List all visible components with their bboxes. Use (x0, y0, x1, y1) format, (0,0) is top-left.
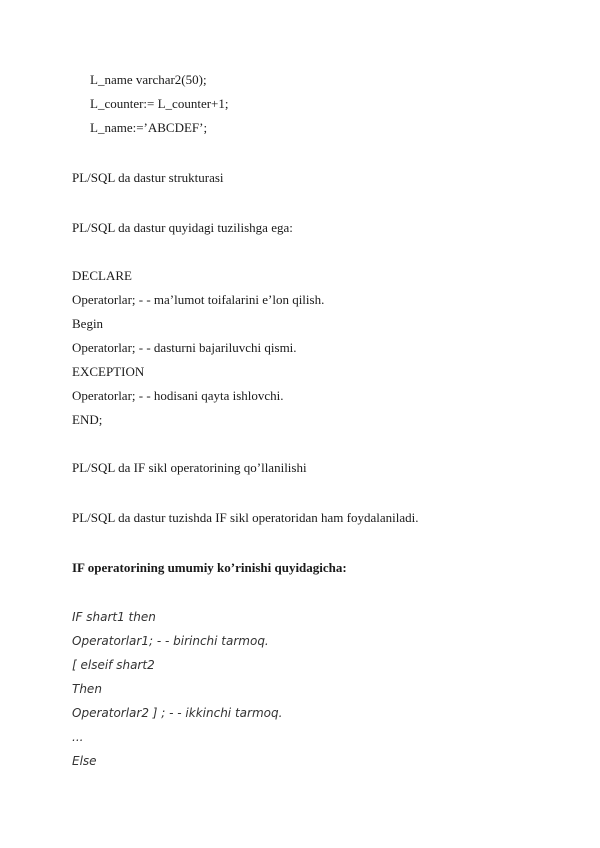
if-syntax-line-4: Then (72, 682, 102, 696)
block-line-declare: DECLARE (72, 268, 132, 283)
bold-heading-if-syntax: IF operatorining umumiy ko’rinishi quyidagicha: (72, 560, 347, 575)
if-syntax-line-2: Operatorlar1; - - birinchi tarmoq. (72, 634, 269, 648)
paragraph-if: PL/SQL da dastur tuzishda IF sikl operatoridan ham foydalaniladi. (72, 510, 419, 525)
code-line-3: L_name:=’ABCDEF’; (90, 120, 208, 135)
if-syntax-line-1: IF shart1 then (72, 610, 156, 624)
heading-structure: PL/SQL da dastur strukturasi (72, 170, 224, 185)
if-syntax-line-5: Operatorlar2 ] ; - - ikkinchi tarmoq. (72, 706, 283, 720)
heading-if: PL/SQL da IF sikl operatorining qo’llanilishi (72, 460, 307, 475)
block-line-declare-ops: Operatorlar; - - ma’lumot toifalarini e’lon qilish. (72, 292, 325, 307)
code-line-1: L_name varchar2(50); (90, 72, 207, 87)
block-line-begin: Begin (72, 316, 104, 331)
if-syntax-line-3: [ elseif shart2 (72, 658, 155, 672)
block-line-end: END; (72, 412, 103, 427)
code-line-2: L_counter:= L_counter+1; (90, 96, 229, 111)
block-line-begin-ops: Operatorlar; - - dasturni bajariluvchi qismi. (72, 340, 297, 355)
paragraph-structure: PL/SQL da dastur quyidagi tuzilishga ega: (72, 220, 293, 235)
block-line-exception: EXCEPTION (72, 364, 145, 379)
if-syntax-line-6: ... (72, 730, 84, 744)
if-syntax-line-7: Else (72, 754, 97, 768)
block-line-exception-ops: Operatorlar; - - hodisani qayta ishlovchi. (72, 388, 284, 403)
